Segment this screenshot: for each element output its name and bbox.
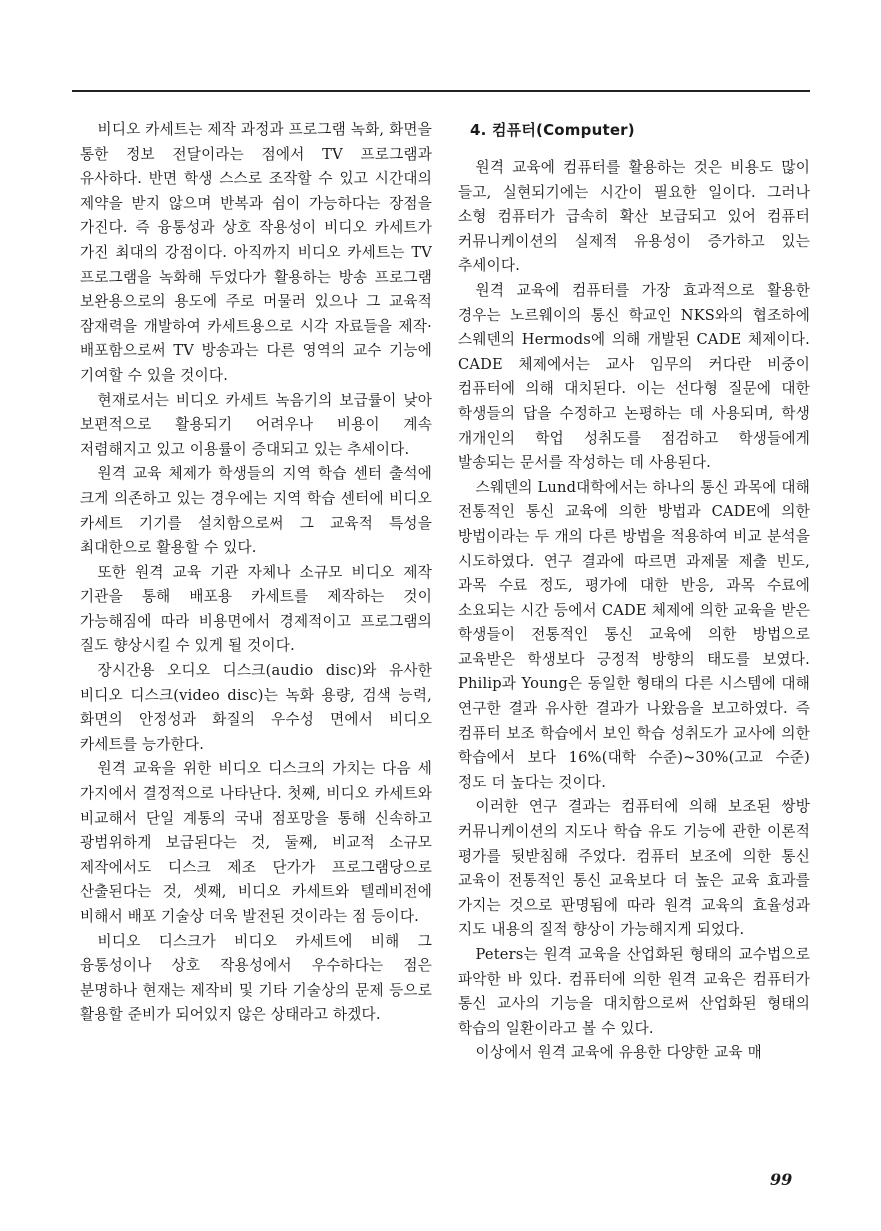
section-heading: 4. 컴퓨터(Computer) <box>470 121 635 139</box>
right-column <box>458 118 810 1066</box>
paragraph: 원격 교육을 위한 비디오 디스크의 가치는 다음 세 가지에서 결정적으로 나타난다. 첫째, 비디오 카세트와 비교해서 단일 계통의 국내 점포망을 통해 신속하고 광범위하게 보급된다는 것, 둘째, 비교적 소규모 제작에서도 디스크 제조 단가가 프로그램당으로 산출된다는 것, 셋째, 비디오 카세트와 텔레비전에 비해서 배포 기술상 더욱 발전된 것이라는 점 등이다. <box>80 760 432 925</box>
paragraph: 이상에서 원격 교육에 유용한 다양한 교육 매 <box>475 1044 762 1062</box>
paragraph: 스웨덴의 Lund대학에서는 하나의 통신 과목에 대해 전통적인 통신 교육에 의한 방법과 CADE에 의한 방법이라는 두 개의 다른 방법을 적용하여 비교 분석을 시도하였다. 연구 결과에 따르면 과제물 제출 빈도, 과목 수료 정도, 평가에 대한 반응, 과목 수료에 소요되는 시간 등에서 CADE 체제에 의한 교육을 받은 학생들이 전통적인 통신 교육에 의한 방법으로 교육받은 학생보다 긍정적 방향의 태도를 보였다. Philip과 Young은 동일한 형태의 다른 시스템에 대해 연구한 결과 유사한 결과가 나왔음을 보고하였다. 즉 컴퓨터 보조 학습에서 보인 학습 성취도가 교사에 의한 학습에서 보다 16%(대학 수준)~30%(고교 수준) 정도 더 높다는 것이다. <box>458 478 810 791</box>
paragraph: Peters는 원격 교육을 산업화된 형태의 교수법으로 파악한 바 있다. 컴퓨터에 의한 원격 교육은 컴퓨터가 통신 교사의 기능을 대치함으로써 산업화된 형태의 학습의 일환이라고 볼 수 있다. <box>458 946 810 1037</box>
paragraph: 원격 교육에 컴퓨터를 활용하는 것은 비용도 많이 들고, 실현되기에는 시간이 필요한 일이다. 그러나 소형 컴퓨터가 급속히 확산 보급되고 있어 컴퓨터 커뮤니케이션의 실제적 유용성이 증가하고 있는 추세이다. <box>458 159 810 275</box>
paragraph: 이러한 연구 결과는 컴퓨터에 의해 보조된 쌍방 커뮤니케이션의 지도나 학습 유도 기능에 관한 이론적 평가를 뒷받침해 주었다. 컴퓨터 보조에 의한 통신 교육이 전통적인 통신 교육보다 더 높은 교육 효과를 가지는 것으로 판명됨에 따라 원격 교육의 효율성과 지도 내용의 질적 향상이 가능해지게 되었다. <box>458 798 810 939</box>
left-column <box>80 118 432 1028</box>
paragraph: 원격 교육에 컴퓨터를 가장 효과적으로 활용한 경우는 노르웨이의 통신 학교인 NKS와의 협조하에 스웨덴의 Hermods에 의해 개발된 CADE 체제이다. CADE 체제에서는 교사 임무의 커다란 비중이 컴퓨터에 의해 대치된다. 이는 선다형 질문에 대한 학생들의 답을 수정하고 논평하는 데 사용되며, 학생 개개인의 학업 성취도를 점검하고 학생들에게 발송되는 문서를 작성하는 데 사용된다. <box>458 281 810 472</box>
paragraph: 또한 원격 교육 기관 자체나 소규모 비디오 제작 기관을 통해 배포용 카세트를 제작하는 것이 가능해짐에 따라 비용면에서 경제적이고 프로그램의 질도 향상시킬 수 있게 될 것이다. <box>80 563 432 655</box>
paragraph: 현재로서는 비디오 카세트 녹음기의 보급률이 낮아 보편적으로 활용되기 어려우나 비용이 계속 저렴해지고 있고 이용률이 증대되고 있는 추세이다. <box>80 391 432 458</box>
paragraph: 비디오 디스크가 비디오 카세트에 비해 그 융통성이나 상호 작용성에서 우수하다는 점은 분명하나 현재는 제작비 및 기타 기술상의 문제 등으로 활용할 준비가 되어있지 않은 상태라고 하겠다. <box>80 932 432 1024</box>
paragraph: 원격 교육 체제가 학생들의 지역 학습 센터 출석에 크게 의존하고 있는 경우에는 지역 학습 센터에 비디오 카세트 기기를 설치함으로써 그 교육적 특성을 최대한으로 활용할 수 있다. <box>80 465 432 557</box>
paragraph: 비디오 카세트는 제작 과정과 프로그램 녹화, 화면을 통한 정보 전달이라는 점에서 TV 프로그램과 유사하다. 반면 학생 스스로 조작할 수 있고 시간대의 제약을 받지 않으며 반복과 쉼이 가능하다는 장점을 가진다. 즉 융통성과 상호 작용성이 비디오 카세트가 가진 최대의 강점이다. 아직까지 비디오 카세트는 TV 프로그램을 녹화해 두었다가 활용하는 방송 프로그램 보완용으로의 용도에 주로 머물러 있으나 그 교육적 잠재력을 개발하여 카세트용으로 시각 자료들을 제작·배포함으로써 TV 방송과는 다른 영역의 교수 기능에 기여할 수 있을 것이다. <box>80 121 432 384</box>
paragraph: 장시간용 오디오 디스크(audio disc)와 유사한 비디오 디스크(video disc)는 녹화 용량, 검색 능력, 화면의 안정성과 화질의 우수성 면에서 비디오 카세트를 능가한다. <box>80 662 432 753</box>
header-rule <box>72 90 810 92</box>
page-number: 99 <box>770 1170 793 1189</box>
